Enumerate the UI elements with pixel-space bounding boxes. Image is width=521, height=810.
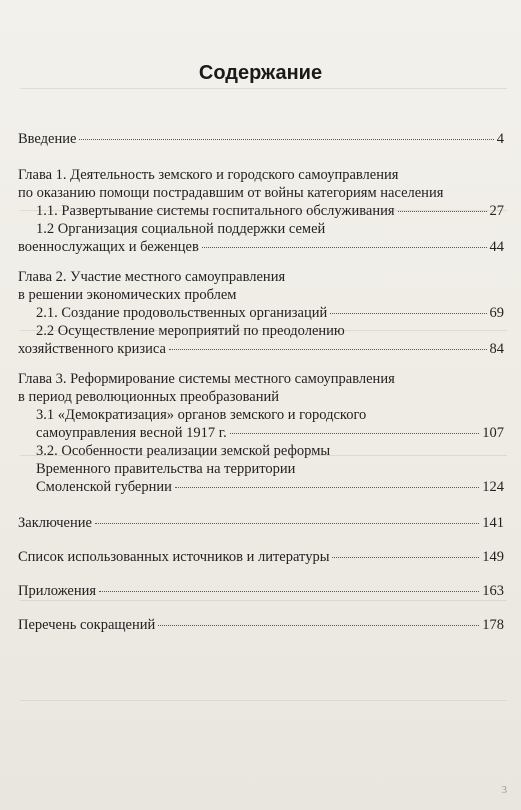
chapter-2-heading-line1: Глава 2. Участие местного самоуправления: [18, 269, 286, 285]
toc-entry-label: хозяйственного кризиса: [18, 341, 166, 357]
page-title: Содержание: [198, 62, 323, 84]
toc-entry-conclusion[interactable]: [18, 514, 504, 532]
toc-entry-label: Список использованных источников и литературы: [18, 549, 330, 565]
toc-entry-3-1-line1: 3.1 «Демократизация» органов земского и городского: [36, 407, 367, 423]
leader-dots: [330, 313, 486, 314]
leader-dots: [230, 433, 480, 434]
leader-dots: [202, 247, 487, 248]
toc-entry-3-2[interactable]: [36, 478, 504, 496]
toc-entry-page: 124: [482, 479, 504, 495]
toc-entry-page: 107: [482, 425, 504, 441]
leader-dots: [169, 349, 487, 350]
leader-dots: [99, 591, 479, 592]
toc-entry-1-2-line1: 1.2 Организация социальной поддержки семей: [36, 221, 326, 237]
toc-entry-3-2-line2: Временного правительства на территории: [36, 461, 296, 477]
bleed-through-line: [20, 88, 507, 89]
toc-entry-intro[interactable]: [18, 130, 504, 148]
toc-entry-page: 178: [482, 617, 504, 633]
toc-entry-sources[interactable]: [18, 548, 504, 566]
leader-dots: [158, 625, 479, 626]
chapter-3-heading-line2: в период революционных преобразований: [18, 389, 279, 405]
toc-entry-label: самоуправления весной 1917 г.: [36, 425, 227, 441]
toc-entry-2-2-line1: 2.2 Осуществление мероприятий по преодолению: [36, 323, 345, 339]
toc-entry-page: 84: [489, 341, 504, 357]
toc-entry-2-1[interactable]: [36, 304, 504, 322]
toc-entry-label: военнослужащих и беженцев: [18, 239, 199, 255]
leader-dots: [95, 523, 479, 524]
toc-entry-label: 1.1. Развертывание системы госпитального обслуживания: [36, 203, 395, 219]
toc-entry-label: Перечень сокращений: [18, 617, 156, 633]
chapter-2-heading-line2: в решении экономических проблем: [18, 287, 237, 303]
toc-entry-abbreviations[interactable]: [18, 616, 504, 634]
toc-entry-page: 4: [496, 131, 504, 147]
leader-dots: [398, 211, 487, 212]
toc-entry-appendix[interactable]: [18, 582, 504, 600]
toc-entry-page: 69: [489, 305, 504, 321]
toc-entry-1-1[interactable]: [36, 202, 504, 220]
leader-dots: [79, 139, 493, 140]
toc-entry-label: Приложения: [18, 583, 97, 599]
toc-entry-page: 149: [482, 549, 504, 565]
toc-entry-3-2-line1: 3.2. Особенности реализации земской реформы: [36, 443, 331, 459]
toc-entry-1-2[interactable]: [18, 238, 504, 256]
toc-entry-label: 2.1. Создание продовольственных организаций: [36, 305, 328, 321]
toc-entry-page: 141: [482, 515, 504, 531]
page-number: 3: [501, 784, 507, 796]
toc-entry-page: 44: [489, 239, 504, 255]
leader-dots: [175, 487, 479, 488]
leader-dots: [332, 557, 479, 558]
bleed-through-line: [20, 600, 507, 601]
toc-entry-label: Введение: [18, 131, 77, 147]
bleed-through-line: [20, 700, 507, 701]
toc-entry-label: Заключение: [18, 515, 92, 531]
chapter-1-heading-line2: по оказанию помощи пострадавшим от войны категориям населения: [18, 185, 444, 201]
toc-entry-page: 163: [482, 583, 504, 599]
toc-entry-page: 27: [489, 203, 504, 219]
chapter-3-heading-line1: Глава 3. Реформирование системы местного самоуправления: [18, 371, 395, 387]
chapter-1-heading-line1: Глава 1. Деятельность земского и городского самоуправления: [18, 167, 399, 183]
toc-entry-2-2[interactable]: [18, 340, 504, 358]
toc-entry-label: Смоленской губернии: [36, 479, 172, 495]
toc-entry-3-1[interactable]: [36, 424, 504, 442]
